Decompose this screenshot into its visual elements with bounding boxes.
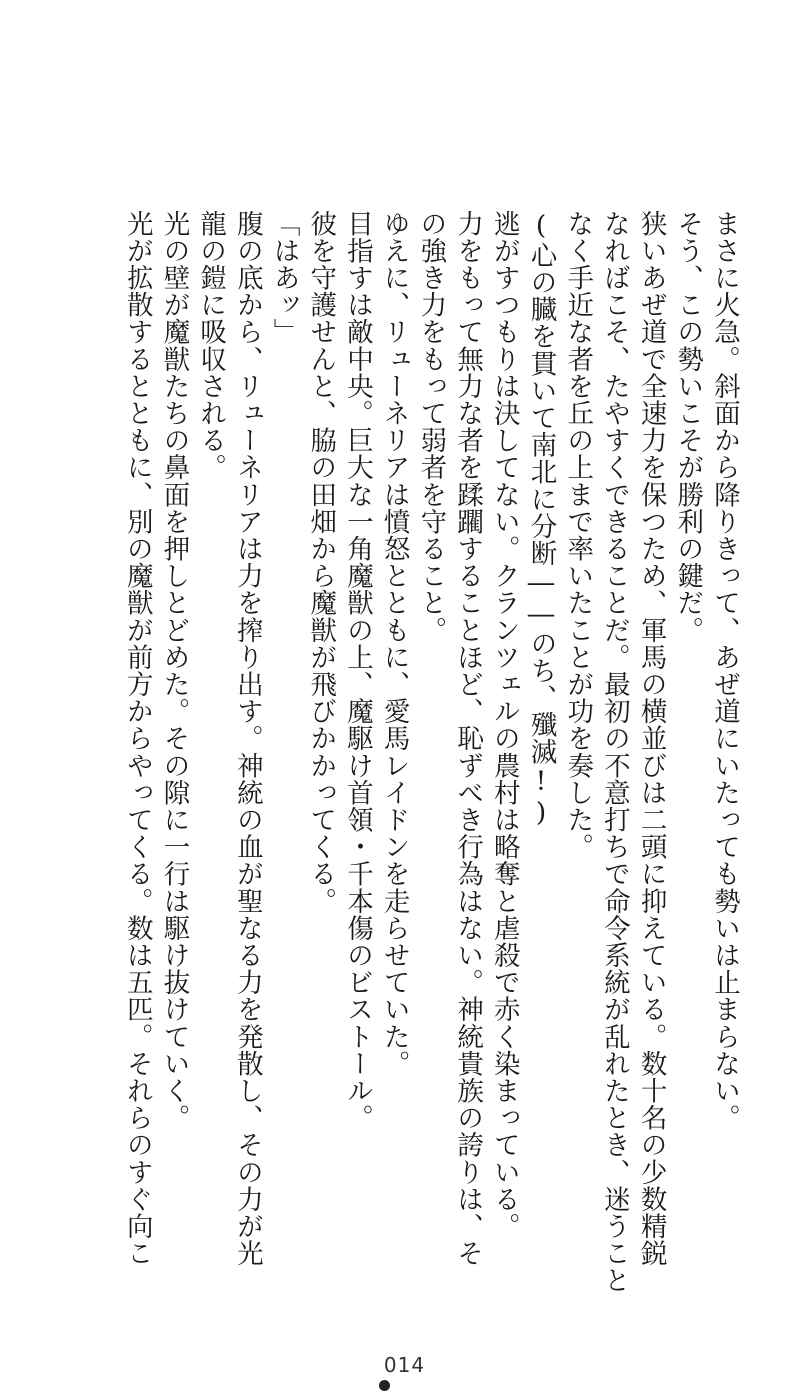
text-line: 力をもって無力な者を蹂躙することほど、恥ずべき行為はない。神統貴族の誇りは、そ — [452, 210, 484, 1267]
text-line: 目指すは敵中央。巨大な一角魔獣の上、魔駆け首領・千本傷のビストール。 — [341, 210, 373, 1132]
text-line: 光の壁が魔獣たちの鼻面を押しとどめた。その隙に一行は駆け抜けていく。 — [158, 210, 190, 1132]
body-text — [118, 210, 742, 1294]
page-dot-ornament — [379, 1380, 390, 1391]
text-line: 「はあッ」 — [268, 210, 300, 346]
text-line: ゆえに、リューネリアは憤怒とともに、愛馬レイドンを走らせていた。 — [378, 210, 410, 1078]
text-line: (心の臓を貫いて南北に分断――のち、殲滅!) — [525, 210, 557, 829]
text-line: 彼を守護せんと、脇の田畑から魔獣が飛びかかってくる。 — [305, 210, 337, 915]
text-line: なく手近な者を丘の上まで率いたことが功を奏した。 — [562, 210, 594, 861]
text-line: まさに火急。斜面から降りきって、あぜ道にいたっても勢いは止まらない。 — [709, 210, 740, 1132]
text-line: 光が拡散するとともに、別の魔獣が前方からやってくる。数は五匹。それらのすぐ向こ — [121, 210, 153, 1267]
text-line: 腹の底から、リューネリアは力を搾り出す。神統の血が聖なる力を発散し、その力が光 — [231, 210, 263, 1267]
text-line: そう、この勢いこそが勝利の鍵だ。 — [672, 210, 704, 644]
page-number: 014 — [383, 1353, 426, 1377]
text-line: 龍の鎧に吸収される。 — [195, 210, 227, 481]
text-line: なればこそ、たやすくできることだ。最初の不意打ちで命令系統が乱れたとき、迷うこと — [598, 210, 630, 1294]
text-line: 逃がすつもりは決してない。クランツェルの農村は略奪と虐殺で赤く染まっている。 — [488, 210, 520, 1240]
text-line: 狭いあぜ道で全速力を保つため、軍馬の横並びは二頭に抑えている。数十名の少数精鋭 — [635, 210, 667, 1267]
text-line: の強き力をもって弱者を守ること。 — [415, 210, 447, 644]
